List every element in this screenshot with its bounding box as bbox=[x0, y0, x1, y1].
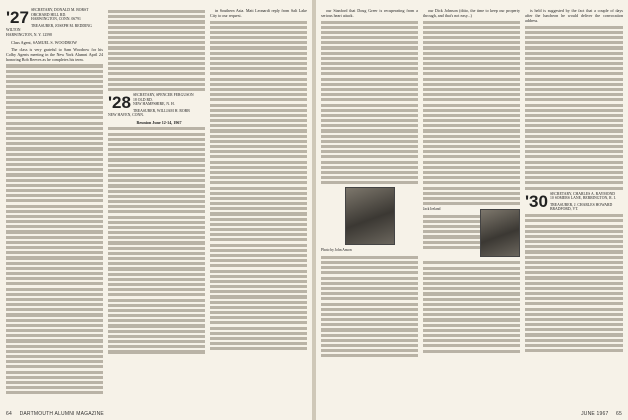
class-year-heading: '30 bbox=[525, 191, 548, 211]
treasurer-block: TREASURER, JOSEPH M. REDDING WILTON HARWINGTON, N. Y. 12598 bbox=[6, 23, 92, 37]
body-text bbox=[423, 261, 520, 352]
body-text bbox=[525, 26, 623, 190]
body-text bbox=[108, 127, 205, 353]
class-year-heading: '28 bbox=[108, 93, 131, 113]
photo-caption: Photo by John Anson bbox=[321, 248, 352, 253]
body-text bbox=[321, 21, 418, 185]
right-column-2 bbox=[423, 8, 520, 355]
reunion-notice: Reunion June 12-14, 1967 bbox=[136, 120, 182, 126]
class-agent-line: Class Agent, SAMUEL S. WOODROW bbox=[11, 39, 77, 45]
page-number: 64 bbox=[6, 411, 12, 417]
right-column-1 bbox=[321, 8, 418, 360]
body-text bbox=[210, 21, 307, 351]
body-text bbox=[108, 10, 205, 91]
body-paragraph: in Southern Asia. Matt Leonardi reply from Salt Lake City to our request. bbox=[210, 8, 307, 19]
body-paragraph: our Stanford that Doug Greer is recuperating from a serious heart attack. bbox=[321, 8, 418, 19]
body-text bbox=[525, 214, 623, 352]
left-column-1 bbox=[6, 8, 103, 396]
treasurer-block: TREASURER, WILLIAM H. ROBB NEW HAVEN, CONN. bbox=[108, 108, 190, 118]
secretary-block: SECRETARY, SPENCER FERGUSON 18 OLD RD. NEW HAMPSHIRE, N. H. bbox=[132, 93, 194, 107]
portrait-photo bbox=[480, 209, 520, 257]
portrait-photo bbox=[345, 187, 395, 245]
treasurer-block: TREASURER, J. CHARLES HOWARD BRADFORD, VT. bbox=[549, 202, 613, 212]
body-text bbox=[423, 21, 520, 206]
body-paragraph: is held is suggested by the fact that a couple of days after the luncheon he would deliver the convocation address. bbox=[525, 8, 623, 24]
right-column-3 bbox=[525, 8, 623, 354]
left-column-3 bbox=[210, 8, 307, 353]
right-page bbox=[316, 0, 628, 420]
class-year-heading: '27 bbox=[6, 8, 29, 27]
issue-date: JUNE 1967 bbox=[581, 411, 609, 417]
body-text bbox=[321, 256, 418, 358]
secretary-block: SECRETARY, DONALD M. BORST ORCHARD HILL RD. HARWINGTON, CONN. 06791 bbox=[30, 8, 89, 22]
left-column-2 bbox=[108, 8, 205, 356]
page-number: 65 bbox=[616, 411, 622, 417]
body-paragraph: our Dick Johnson (ditto, the time to keep our property through, and that's not easy...) bbox=[423, 8, 520, 19]
secretary-block: SECRETARY, CHARLES A. RAYMOND 10 SOMERS LANE, BERRINGTON, R. I. bbox=[549, 191, 616, 201]
page-footer bbox=[6, 411, 104, 417]
magazine-title: DARTMOUTH ALUMNI MAGAZINE bbox=[19, 411, 104, 417]
photo-caption: Jack Ireland bbox=[423, 207, 441, 212]
photo-row bbox=[423, 207, 520, 259]
left-page bbox=[0, 0, 312, 420]
body-text bbox=[6, 64, 103, 394]
body-paragraph: The class is very grateful to Sam Woodrow for his Colby Agents meeting in the New York Alumni April 24 honoring Bob Reeves as he completes his term. bbox=[6, 46, 103, 63]
page-footer bbox=[581, 411, 622, 417]
